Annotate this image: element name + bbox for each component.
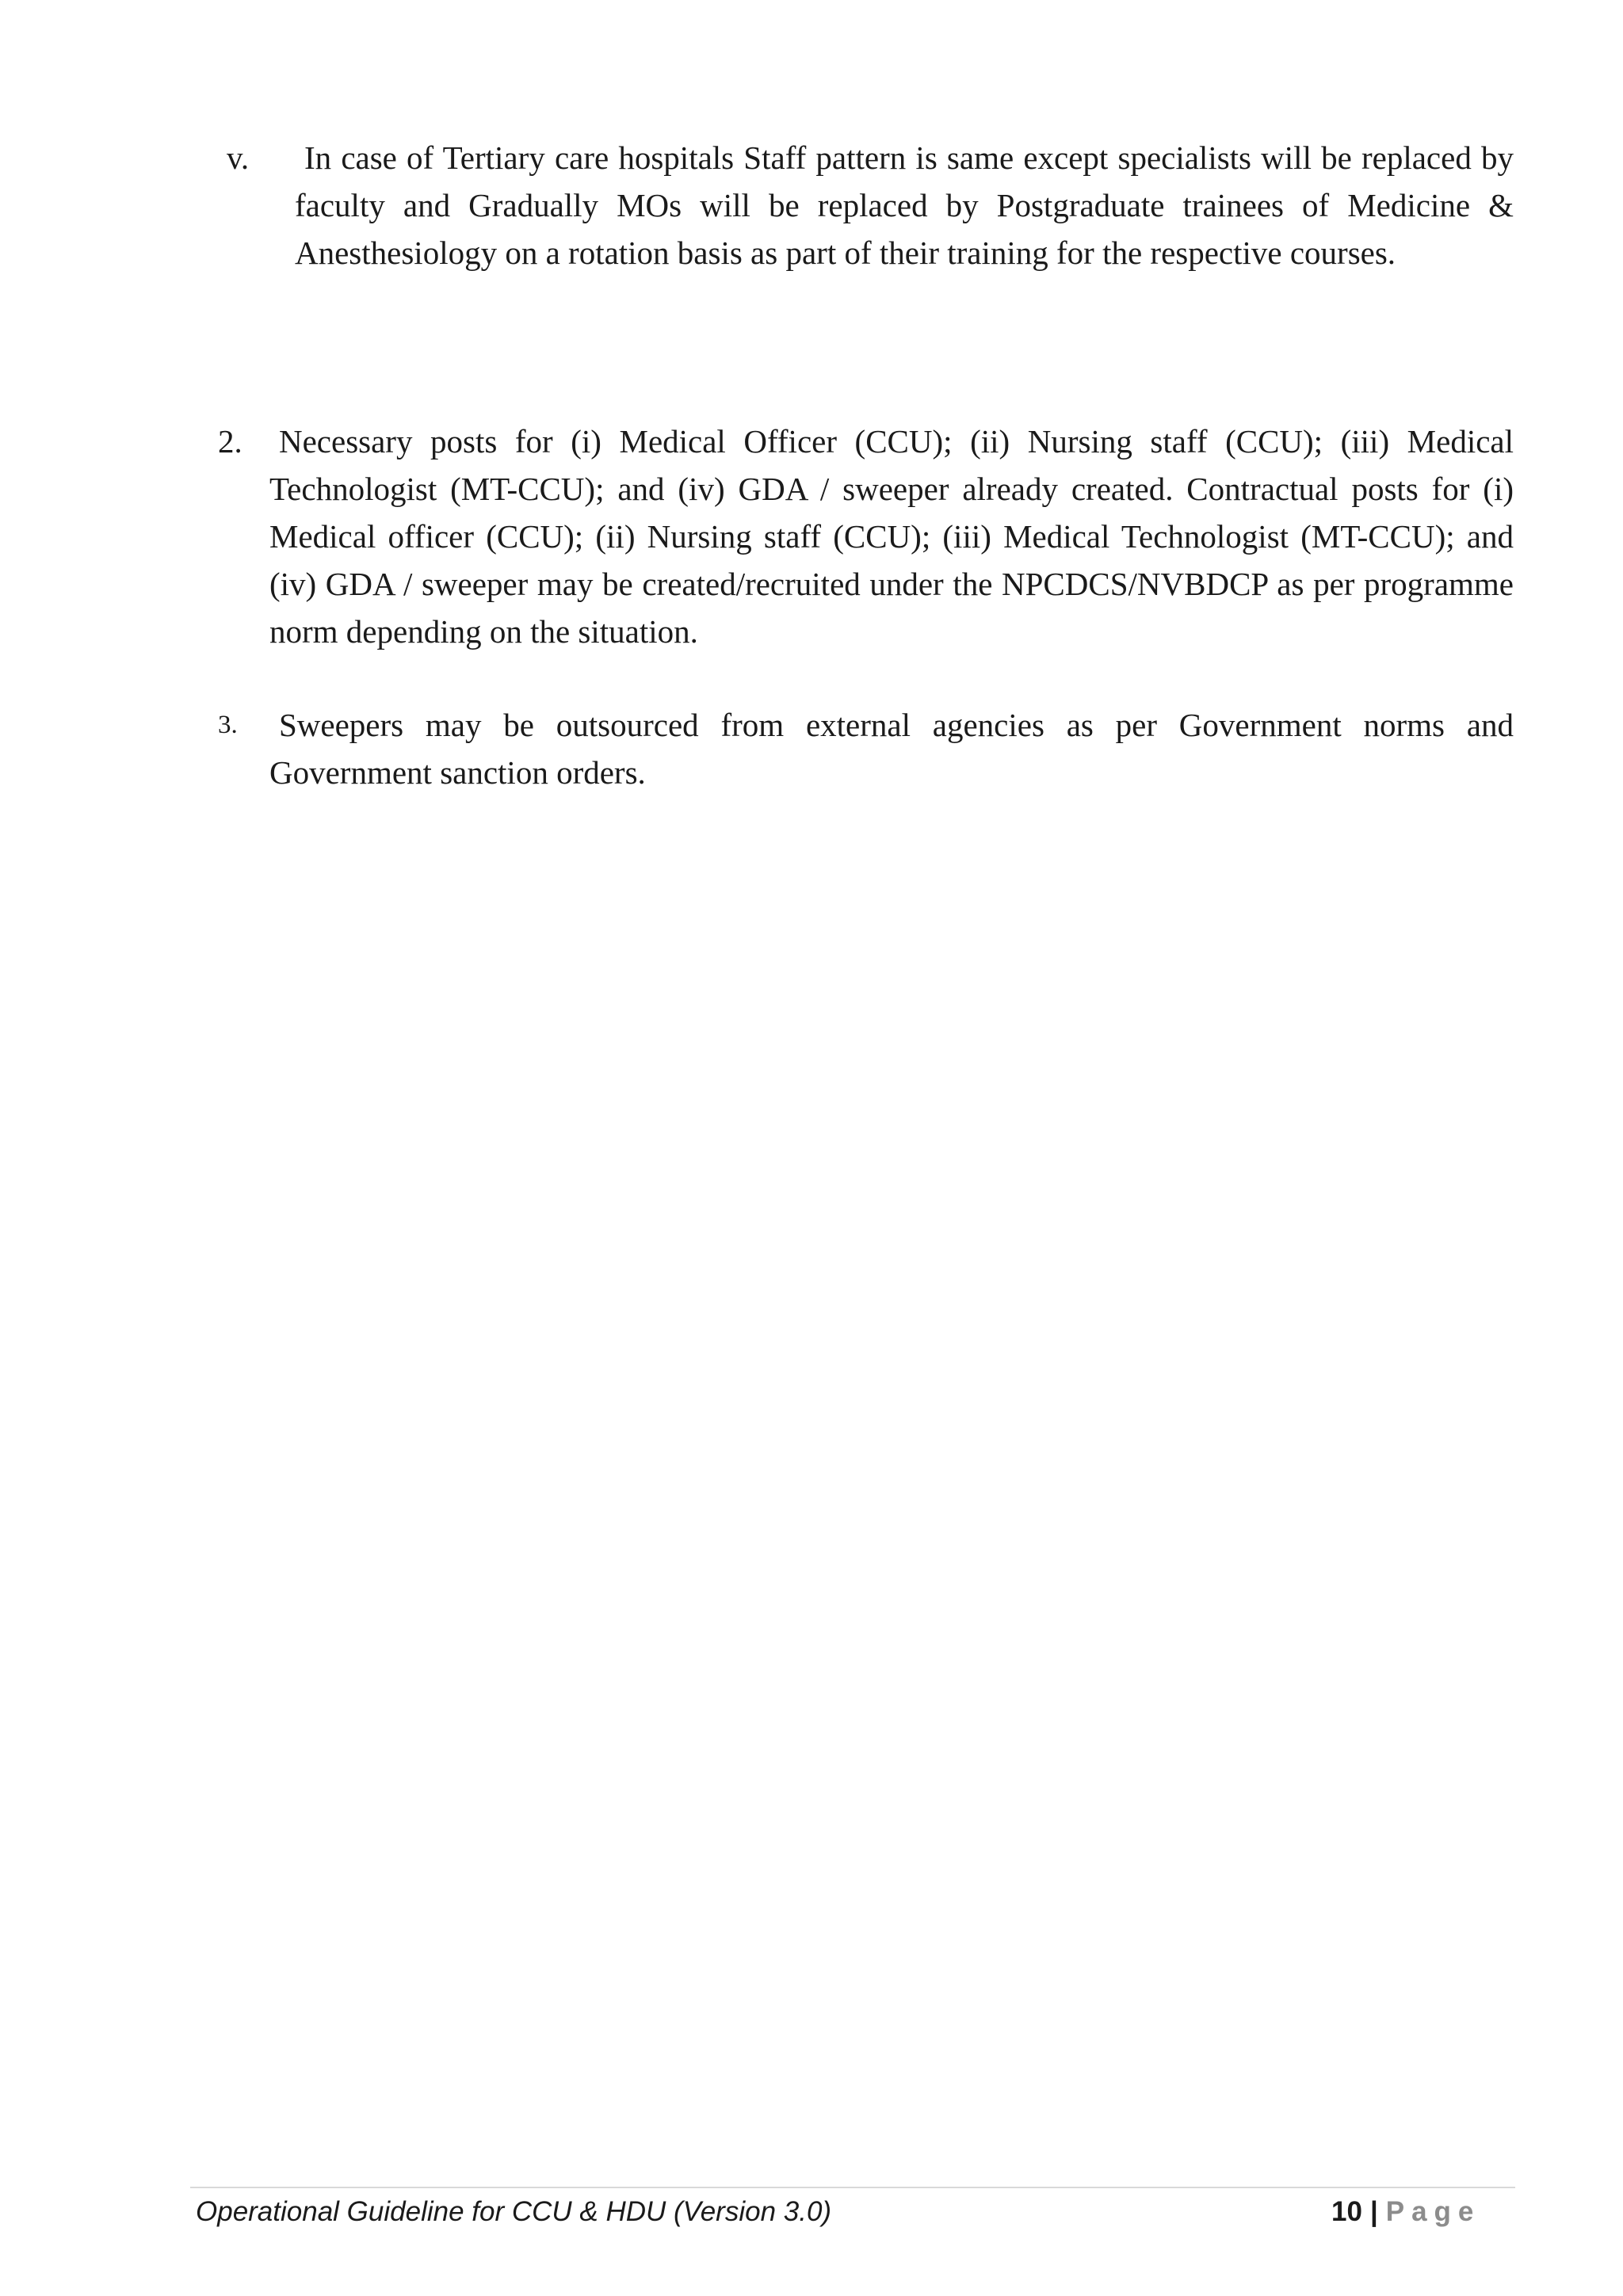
footer-document-title: Operational Guideline for CCU & HDU (Version 3.0)	[196, 2196, 832, 2227]
footer-page-indicator	[1331, 2193, 1480, 2231]
page-separator: |	[1369, 2196, 1378, 2227]
list-item-2	[218, 418, 1514, 655]
page-label: Page	[1385, 2196, 1481, 2227]
list-marker: 2.	[218, 423, 242, 460]
footer-divider	[190, 2187, 1515, 2188]
list-item-3	[218, 701, 1514, 796]
list-marker: 3.	[218, 711, 238, 739]
paragraph-text: Necessary posts for (i) Medical Officer (CCU); (ii) Nursing staff (CCU); (iii) Medical Technologist (MT-CCU); and (iv) GDA / sweeper already created. Contractual posts for (i) Medical officer (CCU); (ii) Nursing staff (CCU); (iii) Medical Technologist (MT-CCU); and (iv) GDA / sweeper may be created/recruited under the NPCDCS/NVBDCP as per programme norm depending on the situation.	[269, 423, 1514, 650]
list-item-v	[227, 134, 1514, 277]
paragraph-text: In case of Tertiary care hospitals Staff pattern is same except specialists will be replaced by faculty and Gradually MOs will be replaced by Postgraduate trainees of Medicine & Anesthesiology on a rotation basis as part of their training for the respective courses.	[295, 139, 1514, 271]
page-number: 10	[1331, 2196, 1362, 2227]
list-marker: v.	[227, 139, 250, 176]
paragraph-text: Sweepers may be outsourced from external agencies as per Government norms and Government sanction orders.	[269, 707, 1514, 791]
